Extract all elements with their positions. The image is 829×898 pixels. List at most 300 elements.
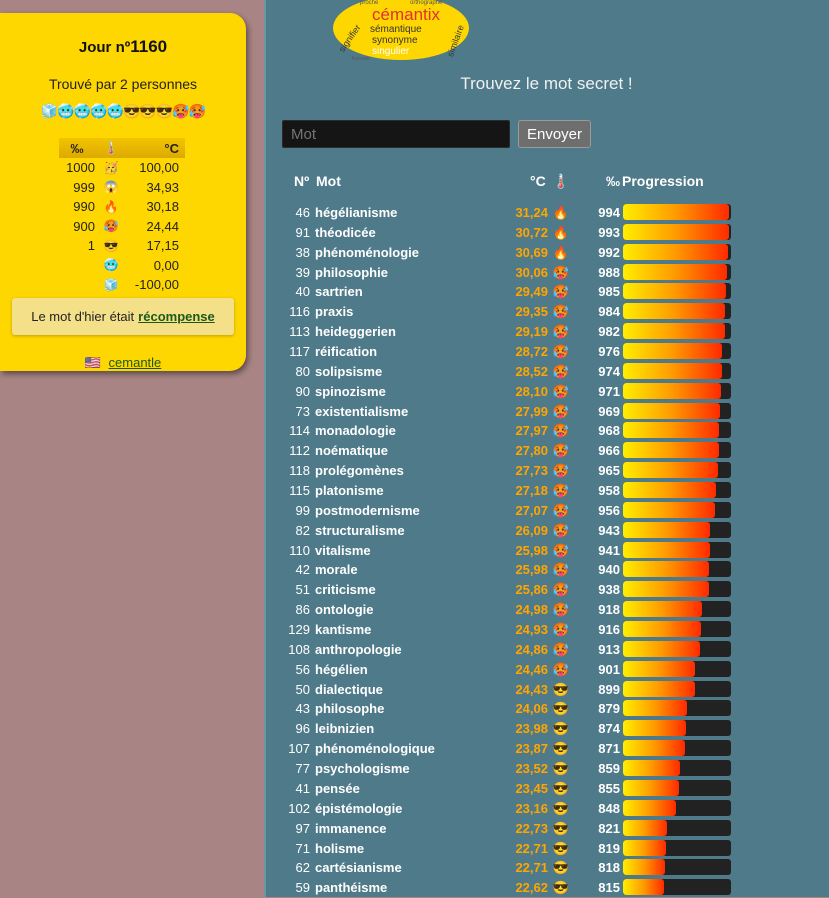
temperature-emoji-icon: 🥵 bbox=[552, 622, 570, 638]
guess-progress: 879 bbox=[598, 701, 620, 717]
progress-bar bbox=[623, 502, 731, 518]
legend-emoji-icon: 🥳 bbox=[103, 160, 119, 175]
guess-progress: 855 bbox=[598, 780, 620, 796]
progress-bar-fill bbox=[623, 482, 716, 498]
guess-word: holisme bbox=[315, 840, 365, 856]
submit-button[interactable]: Envoyer bbox=[518, 120, 591, 148]
guess-word: immanence bbox=[315, 820, 387, 836]
progress-bar bbox=[623, 343, 731, 359]
guess-progress: 994 bbox=[598, 205, 620, 220]
temperature-emoji-icon: 😎 bbox=[552, 701, 570, 717]
guess-word: anthropologie bbox=[315, 641, 402, 657]
guess-number: 40 bbox=[295, 284, 310, 300]
guess-number: 99 bbox=[295, 502, 310, 518]
guess-word: philosophe bbox=[315, 701, 385, 717]
guess-number: 42 bbox=[295, 562, 310, 578]
progress-bar-fill bbox=[623, 879, 664, 895]
guess-temperature: 24,06 bbox=[515, 701, 548, 717]
progress-bar-fill bbox=[623, 343, 722, 359]
guess-progress: 940 bbox=[598, 562, 620, 578]
guess-temperature: 23,98 bbox=[515, 721, 548, 737]
found-count: Trouvé par 2 personnes bbox=[48, 76, 198, 92]
tagline: Trouvez le mot secret ! bbox=[460, 74, 633, 93]
logo-word-singulier: singulier bbox=[372, 46, 410, 57]
guess-word: psychologisme bbox=[315, 761, 410, 777]
guess-word: prolégomènes bbox=[315, 463, 404, 479]
temperature-emoji-icon: 🥵 bbox=[552, 542, 570, 558]
progress-bar-fill bbox=[623, 840, 666, 856]
cemantix-logo[interactable] bbox=[332, 0, 470, 60]
logo-word-signifier: signifier bbox=[336, 22, 363, 54]
header-progress-unit: ‰ bbox=[606, 173, 620, 189]
progress-bar-fill bbox=[623, 502, 715, 518]
temperature-emoji-icon: 🥵 bbox=[552, 502, 570, 518]
guess-progress: 971 bbox=[598, 383, 620, 399]
progress-bar-fill bbox=[623, 700, 687, 716]
guess-temperature: 26,09 bbox=[515, 522, 548, 538]
guess-number: 96 bbox=[295, 721, 310, 737]
guess-temperature: 28,52 bbox=[515, 363, 548, 379]
guess-word: réification bbox=[315, 344, 378, 360]
legend-temp: 30,18 bbox=[146, 199, 179, 215]
progress-bar bbox=[623, 760, 731, 776]
guess-progress: 818 bbox=[598, 860, 620, 876]
progress-bar bbox=[623, 422, 731, 438]
table-row bbox=[0, 441, 829, 461]
guess-temperature: 28,10 bbox=[515, 383, 548, 399]
temperature-emoji-icon: 🥵 bbox=[552, 443, 570, 459]
guess-number: 107 bbox=[288, 741, 310, 757]
guess-number: 108 bbox=[288, 641, 310, 657]
temperature-emoji-icon: 🥵 bbox=[552, 264, 570, 280]
progress-bar bbox=[623, 879, 731, 895]
guess-number: 114 bbox=[289, 423, 310, 439]
progress-bar-fill bbox=[623, 859, 665, 875]
table-row bbox=[0, 858, 829, 878]
guess-temperature: 25,98 bbox=[515, 542, 548, 558]
guess-number: 117 bbox=[289, 344, 310, 360]
guess-temperature: 29,35 bbox=[515, 304, 548, 320]
progress-bar bbox=[623, 780, 731, 796]
guess-word: dialectique bbox=[315, 681, 383, 697]
legend-permille: 1 bbox=[87, 238, 95, 254]
guess-progress: 968 bbox=[598, 423, 620, 439]
guess-word: kantisme bbox=[315, 622, 372, 638]
table-row bbox=[0, 521, 829, 541]
guess-number: 62 bbox=[295, 860, 310, 876]
guess-number: 50 bbox=[295, 681, 310, 697]
temperature-emoji-icon: 🥵 bbox=[552, 661, 570, 677]
legend-temp: 100,00 bbox=[139, 160, 179, 176]
progress-bar bbox=[623, 621, 731, 637]
temperature-emoji-icon: 😎 bbox=[552, 741, 570, 757]
progress-bar bbox=[623, 542, 731, 558]
temperature-emoji-icon: 🥵 bbox=[552, 324, 570, 340]
legend-header-celsius: °C bbox=[164, 140, 179, 156]
guess-word: cartésianisme bbox=[315, 860, 402, 876]
guess-temperature: 30,72 bbox=[515, 224, 548, 240]
progress-bar bbox=[623, 681, 731, 697]
temperature-emoji-icon: 🔥 bbox=[552, 224, 570, 240]
guess-number: 129 bbox=[288, 622, 310, 638]
progress-bar-fill bbox=[623, 542, 710, 558]
logo-word-semantique: sémantique bbox=[370, 24, 422, 35]
progress-bar-fill bbox=[623, 581, 709, 597]
temperature-emoji-icon: 😎 bbox=[552, 860, 570, 876]
guess-number: 91 bbox=[295, 224, 310, 240]
table-row bbox=[0, 402, 829, 422]
progress-bar bbox=[623, 383, 731, 399]
guess-number: 51 bbox=[295, 582, 310, 598]
table-row bbox=[0, 263, 829, 283]
guess-number: 90 bbox=[295, 383, 310, 399]
guess-temperature: 23,52 bbox=[515, 761, 548, 777]
guess-word: panthéisme bbox=[315, 880, 388, 896]
guess-number: 86 bbox=[295, 602, 310, 618]
legend-emoji-icon: 😎 bbox=[103, 238, 119, 253]
progress-bar bbox=[623, 561, 731, 577]
progress-bar-fill bbox=[623, 681, 695, 697]
temperature-emoji-icon: 😎 bbox=[552, 780, 570, 796]
guess-word: spinozisme bbox=[315, 383, 386, 399]
progress-bar-fill bbox=[623, 621, 701, 637]
progress-bar bbox=[623, 204, 731, 220]
guess-progress: 899 bbox=[598, 681, 620, 697]
table-row bbox=[0, 501, 829, 521]
progress-bar-fill bbox=[623, 442, 719, 458]
table-row bbox=[0, 759, 829, 779]
guess-word: vitalisme bbox=[315, 542, 371, 558]
legend-emoji-icon: 😱 bbox=[103, 180, 119, 195]
temperature-emoji-icon: 🥵 bbox=[552, 284, 570, 300]
progress-bar bbox=[623, 820, 731, 836]
temperature-emoji-icon: 😎 bbox=[552, 800, 570, 816]
progress-bar-fill bbox=[623, 224, 729, 240]
day-number: 1160 bbox=[130, 37, 168, 56]
legend-header-permille: ‰ bbox=[70, 140, 84, 156]
header-num: Nº bbox=[294, 173, 310, 189]
guess-temperature: 22,62 bbox=[515, 880, 548, 896]
guess-progress: 815 bbox=[598, 880, 620, 896]
guess-number: 59 bbox=[295, 880, 310, 896]
temperature-emoji-icon: 🥵 bbox=[552, 582, 570, 598]
temperature-emoji-icon: 🥵 bbox=[552, 562, 570, 578]
guess-word: postmodernisme bbox=[315, 502, 420, 518]
progress-bar-fill bbox=[623, 323, 725, 339]
guess-progress: 985 bbox=[598, 284, 620, 300]
guess-number: 115 bbox=[289, 483, 310, 499]
table-row bbox=[0, 322, 829, 342]
table-row bbox=[0, 362, 829, 382]
progress-bar bbox=[623, 601, 731, 617]
guess-temperature: 25,98 bbox=[515, 562, 548, 578]
temperature-emoji-icon: 🥵 bbox=[552, 463, 570, 479]
table-row bbox=[0, 660, 829, 680]
guess-temperature: 31,24 bbox=[515, 205, 548, 220]
guess-word: phénoménologique bbox=[315, 741, 435, 757]
guess-word: noématique bbox=[315, 443, 388, 459]
guess-number: 73 bbox=[295, 403, 310, 419]
guess-word: praxis bbox=[315, 304, 354, 320]
emoji-summary: 🧊🥶🥶🥶🥶😎😎😎🥵🥵 bbox=[40, 103, 206, 119]
guess-temperature: 27,73 bbox=[515, 463, 548, 479]
legend-temp: 34,93 bbox=[146, 179, 179, 195]
guess-word: phénoménologie bbox=[315, 244, 419, 260]
guess-progress: 992 bbox=[598, 244, 620, 260]
legend-row bbox=[59, 158, 185, 178]
guess-progress: 916 bbox=[598, 622, 620, 638]
temperature-emoji-icon: 🥵 bbox=[552, 344, 570, 360]
header-temp: °C bbox=[530, 173, 546, 189]
progress-bar-fill bbox=[623, 641, 700, 657]
table-row bbox=[0, 819, 829, 839]
guess-word: solipsisme bbox=[315, 363, 383, 379]
guess-temperature: 27,99 bbox=[515, 403, 548, 419]
progress-bar-fill bbox=[623, 820, 667, 836]
guess-table bbox=[0, 203, 829, 898]
table-row bbox=[0, 839, 829, 859]
guess-progress: 874 bbox=[598, 721, 620, 737]
svg-text:français: français bbox=[352, 56, 370, 60]
svg-text:proche: proche bbox=[360, 0, 379, 6]
guess-progress: 974 bbox=[598, 363, 620, 379]
cemantle-link[interactable]: cemantle bbox=[108, 355, 162, 370]
table-row bbox=[0, 799, 829, 819]
guess-number: 43 bbox=[295, 701, 310, 717]
progress-bar bbox=[623, 661, 731, 677]
logo-title: cémantix bbox=[372, 5, 441, 24]
progress-bar-fill bbox=[623, 363, 722, 379]
guess-progress: 848 bbox=[598, 800, 620, 816]
legend-emoji-icon: 🥵 bbox=[103, 219, 119, 234]
thermometer-icon: 🌡️ bbox=[552, 173, 570, 189]
table-row bbox=[0, 421, 829, 441]
guess-word: ontologie bbox=[315, 602, 374, 618]
temperature-emoji-icon: 😎 bbox=[552, 761, 570, 777]
guess-progress: 966 bbox=[598, 443, 620, 459]
table-row bbox=[0, 541, 829, 561]
table-row bbox=[0, 680, 829, 700]
progress-bar bbox=[623, 740, 731, 756]
progress-bar-fill bbox=[623, 264, 727, 280]
progress-bar-fill bbox=[623, 422, 719, 438]
temperature-emoji-icon: 🥵 bbox=[552, 363, 570, 379]
temperature-emoji-icon: 🥵 bbox=[552, 304, 570, 320]
temperature-emoji-icon: 😎 bbox=[552, 721, 570, 737]
progress-bar bbox=[623, 363, 731, 379]
table-row bbox=[0, 342, 829, 362]
progress-bar bbox=[623, 581, 731, 597]
temperature-emoji-icon: 😎 bbox=[552, 820, 570, 836]
legend-emoji-icon: 🧊 bbox=[103, 277, 119, 292]
guess-word: pensée bbox=[315, 780, 360, 796]
guess-number: 80 bbox=[295, 363, 310, 379]
guess-number: 102 bbox=[288, 800, 310, 816]
legend-emoji-icon: 🔥 bbox=[103, 199, 119, 214]
word-input[interactable] bbox=[282, 120, 510, 148]
legend-header bbox=[59, 138, 185, 158]
svg-text:orthographe: orthographe bbox=[410, 0, 443, 6]
table-row bbox=[0, 461, 829, 481]
guess-temperature: 30,06 bbox=[515, 264, 548, 280]
guess-word: monadologie bbox=[315, 423, 396, 439]
guess-temperature: 24,98 bbox=[515, 602, 548, 618]
guess-progress: 918 bbox=[598, 602, 620, 618]
guess-word: structuralisme bbox=[315, 522, 405, 538]
table-row bbox=[0, 382, 829, 402]
guess-word: heideggerien bbox=[315, 324, 396, 340]
guess-word: hégélien bbox=[315, 661, 368, 677]
guess-temperature: 27,97 bbox=[515, 423, 548, 439]
progress-bar-fill bbox=[623, 283, 726, 299]
progress-bar bbox=[623, 303, 731, 319]
guess-progress: 984 bbox=[598, 304, 620, 320]
table-row bbox=[0, 481, 829, 501]
guess-progress: 871 bbox=[598, 741, 620, 757]
table-row bbox=[0, 282, 829, 302]
guess-temperature: 27,80 bbox=[515, 443, 548, 459]
guess-temperature: 29,19 bbox=[515, 324, 548, 340]
guess-temperature: 22,73 bbox=[515, 820, 548, 836]
us-flag-icon: 🇺🇸 bbox=[84, 355, 101, 370]
guess-progress: 938 bbox=[598, 582, 620, 598]
temperature-emoji-icon: 🔥 bbox=[552, 244, 570, 260]
yesterday-label: Le mot d'hier était bbox=[31, 309, 135, 324]
table-row bbox=[0, 560, 829, 580]
progress-bar-fill bbox=[623, 661, 695, 677]
guess-word: philosophie bbox=[315, 264, 388, 280]
progress-bar bbox=[623, 244, 731, 260]
guess-number: 97 bbox=[295, 820, 310, 836]
logo-word-similaire: similaire bbox=[445, 23, 466, 59]
thermometer-icon: 🌡️ bbox=[103, 141, 119, 155]
progress-bar-fill bbox=[623, 383, 721, 399]
guess-progress: 913 bbox=[598, 641, 620, 657]
guess-number: 112 bbox=[289, 443, 310, 459]
table-row bbox=[0, 878, 829, 898]
guess-temperature: 24,43 bbox=[515, 681, 548, 697]
guess-temperature: 24,86 bbox=[515, 641, 548, 657]
table-row bbox=[0, 719, 829, 739]
legend-temp: 24,44 bbox=[146, 218, 179, 234]
guess-number: 39 bbox=[295, 264, 310, 280]
progress-bar bbox=[623, 720, 731, 736]
table-row bbox=[0, 779, 829, 799]
progress-bar bbox=[623, 700, 731, 716]
guess-number: 116 bbox=[289, 304, 310, 320]
day-title bbox=[0, 37, 246, 57]
guess-temperature: 30,69 bbox=[515, 244, 548, 260]
progress-bar-fill bbox=[623, 204, 729, 220]
legend-temp: 0,00 bbox=[153, 257, 179, 273]
guess-temperature: 24,46 bbox=[515, 661, 548, 677]
progress-bar bbox=[623, 224, 731, 240]
temperature-emoji-icon: 🥵 bbox=[552, 403, 570, 419]
progress-bar-fill bbox=[623, 403, 720, 419]
guess-progress: 819 bbox=[598, 840, 620, 856]
guess-temperature: 23,45 bbox=[515, 780, 548, 796]
guess-progress: 943 bbox=[598, 522, 620, 538]
progress-bar bbox=[623, 522, 731, 538]
guess-number: 118 bbox=[289, 463, 310, 479]
guess-word: épistémologie bbox=[315, 800, 403, 816]
table-row bbox=[0, 739, 829, 759]
temperature-emoji-icon: 😎 bbox=[552, 681, 570, 697]
guess-progress: 859 bbox=[598, 761, 620, 777]
guess-word: hégélianisme bbox=[315, 205, 398, 220]
table-row bbox=[0, 243, 829, 263]
guess-temperature: 24,93 bbox=[515, 622, 548, 638]
legend-temp: -100,00 bbox=[134, 277, 179, 293]
table-row bbox=[0, 620, 829, 640]
guess-word: morale bbox=[315, 562, 358, 578]
guess-temperature: 29,49 bbox=[515, 284, 548, 300]
guess-progress: 976 bbox=[598, 344, 620, 360]
temperature-emoji-icon: 🥵 bbox=[552, 483, 570, 499]
guess-temperature: 22,71 bbox=[515, 840, 548, 856]
guess-progress: 941 bbox=[598, 542, 620, 558]
guess-number: 77 bbox=[295, 761, 310, 777]
temperature-emoji-icon: 🥵 bbox=[552, 641, 570, 657]
progress-bar-fill bbox=[623, 740, 685, 756]
guess-progress: 956 bbox=[598, 502, 620, 518]
progress-bar bbox=[623, 283, 731, 299]
guess-word: théodicée bbox=[315, 224, 376, 240]
legend-permille: 1000 bbox=[66, 160, 95, 176]
header-progress: Progression bbox=[622, 173, 704, 189]
progress-bar-fill bbox=[623, 303, 725, 319]
table-row bbox=[0, 302, 829, 322]
yesterday-word-link[interactable]: récompense bbox=[138, 309, 215, 324]
progress-bar bbox=[623, 800, 731, 816]
table-row bbox=[0, 223, 829, 243]
progress-bar-fill bbox=[623, 522, 710, 538]
guess-progress: 993 bbox=[598, 224, 620, 240]
legend-emoji-icon: 🥶 bbox=[103, 258, 119, 273]
legend-permille: 990 bbox=[73, 199, 95, 215]
guess-temperature: 27,07 bbox=[515, 502, 548, 518]
guess-number: 41 bbox=[295, 780, 310, 796]
legend-permille: 900 bbox=[73, 218, 95, 234]
table-row bbox=[0, 640, 829, 660]
guess-number: 46 bbox=[295, 205, 310, 220]
progress-bar-fill bbox=[623, 601, 702, 617]
table-row bbox=[0, 203, 829, 223]
progress-bar-fill bbox=[623, 800, 676, 816]
guess-temperature: 27,18 bbox=[515, 483, 548, 499]
guess-word: leibnizien bbox=[315, 721, 375, 737]
temperature-emoji-icon: 🥵 bbox=[552, 602, 570, 618]
logo-word-synonyme: synonyme bbox=[372, 35, 418, 46]
guess-number: 82 bbox=[295, 522, 310, 538]
progress-bar-fill bbox=[623, 244, 728, 260]
temperature-emoji-icon: 🥵 bbox=[552, 423, 570, 439]
guess-word: platonisme bbox=[315, 483, 384, 499]
guess-progress: 965 bbox=[598, 463, 620, 479]
temperature-emoji-icon: 🔥 bbox=[552, 205, 570, 220]
progress-bar bbox=[623, 859, 731, 875]
guess-word: existentialisme bbox=[315, 403, 409, 419]
guess-temperature: 25,86 bbox=[515, 582, 548, 598]
guess-progress: 982 bbox=[598, 324, 620, 340]
day-prefix: Jour nº bbox=[78, 39, 131, 56]
guess-progress: 821 bbox=[598, 820, 620, 836]
guess-word: criticisme bbox=[315, 582, 376, 598]
guess-temperature: 23,87 bbox=[515, 741, 548, 757]
legend-permille: 999 bbox=[73, 179, 95, 195]
guess-temperature: 22,71 bbox=[515, 860, 548, 876]
progress-bar-fill bbox=[623, 780, 679, 796]
